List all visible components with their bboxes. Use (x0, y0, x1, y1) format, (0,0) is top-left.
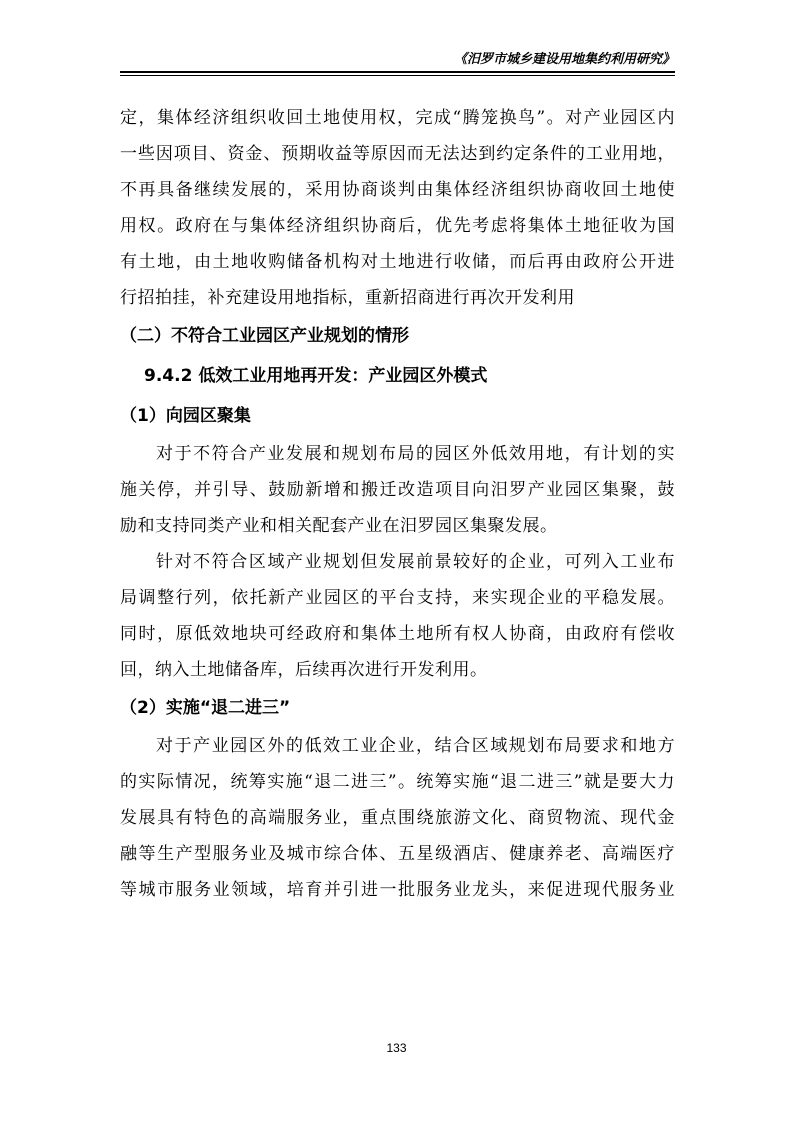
paragraph-3 (120, 544, 675, 688)
text-line: 定，集体经济组织收回土地使用权，完成“腾笼换鸟”。对产业园区内 (120, 108, 675, 128)
text-line: 融等生产型服务业及城市综合体、五星级酒店、健康养老、高端医疗 (120, 844, 675, 864)
text-line: 等城市服务业领域，培育并引进一批服务业龙头，来促进现代服务业 (120, 880, 675, 900)
page-number: 133 (386, 1041, 407, 1055)
running-header: 《汨罗市城乡建设用地集约利用研究》 (453, 52, 675, 67)
text-line: 针对不符合区域产业规划但发展前景较好的企业，可列入工业布 (156, 552, 675, 572)
item-heading-2: （2）实施“退二进三” (120, 698, 291, 718)
body-text (120, 100, 675, 908)
header-rule-thick (120, 71, 675, 73)
text-line: 的实际情况，统筹实施“退二进三”。统筹实施“退二进三”就是要大力 (120, 772, 675, 792)
text-line: 局调整行列，依托新产业园区的平台支持，来实现企业的平稳发展。 (120, 588, 675, 608)
paragraph-1 (120, 100, 675, 316)
text-line: 发展具有特色的高端服务业，重点围绕旅游文化、商贸物流、现代金 (120, 808, 675, 828)
text-line: 有土地，由土地收购储备机构对土地进行收储，而后再由政府公开进 (120, 252, 675, 272)
text-line: 励和支持同类产业和相关配套产业在汨罗园区集聚发展。 (120, 516, 558, 536)
section-heading: （二）不符合工业园区产业规划的情形 (120, 326, 409, 346)
subsection-heading: 9.4.2 低效工业用地再开发：产业园区外模式 (144, 366, 488, 386)
item-heading-1: （1）向园区聚集 (120, 406, 251, 426)
header-rule-thin (120, 75, 675, 76)
text-line: 施关停，并引导、鼓励新增和搬迁改造项目向汨罗产业园区集聚，鼓 (120, 480, 675, 500)
paragraph-2 (120, 436, 675, 544)
text-line: 用权。政府在与集体经济组织协商后，优先考虑将集体土地征收为国 (120, 216, 675, 236)
text-line: 不再具备继续发展的，采用协商谈判由集体经济组织协商收回土地使 (120, 180, 675, 200)
text-line: 同时，原低效地块可经政府和集体土地所有权人协商，由政府有偿收 (120, 624, 675, 644)
text-line: 对于产业园区外的低效工业企业，结合区域规划布局要求和地方 (156, 736, 675, 756)
text-line: 一些因项目、资金、预期收益等原因而无法达到约定条件的工业用地， (120, 144, 675, 164)
text-line: 对于不符合产业发展和规划布局的园区外低效用地，有计划的实 (156, 444, 675, 464)
text-line: 行招拍挂，补充建设用地指标，重新招商进行再次开发利用 (120, 288, 575, 308)
text-line: 回，纳入土地储备库，后续再次进行开发利用。 (120, 660, 488, 680)
paragraph-4 (120, 728, 675, 908)
